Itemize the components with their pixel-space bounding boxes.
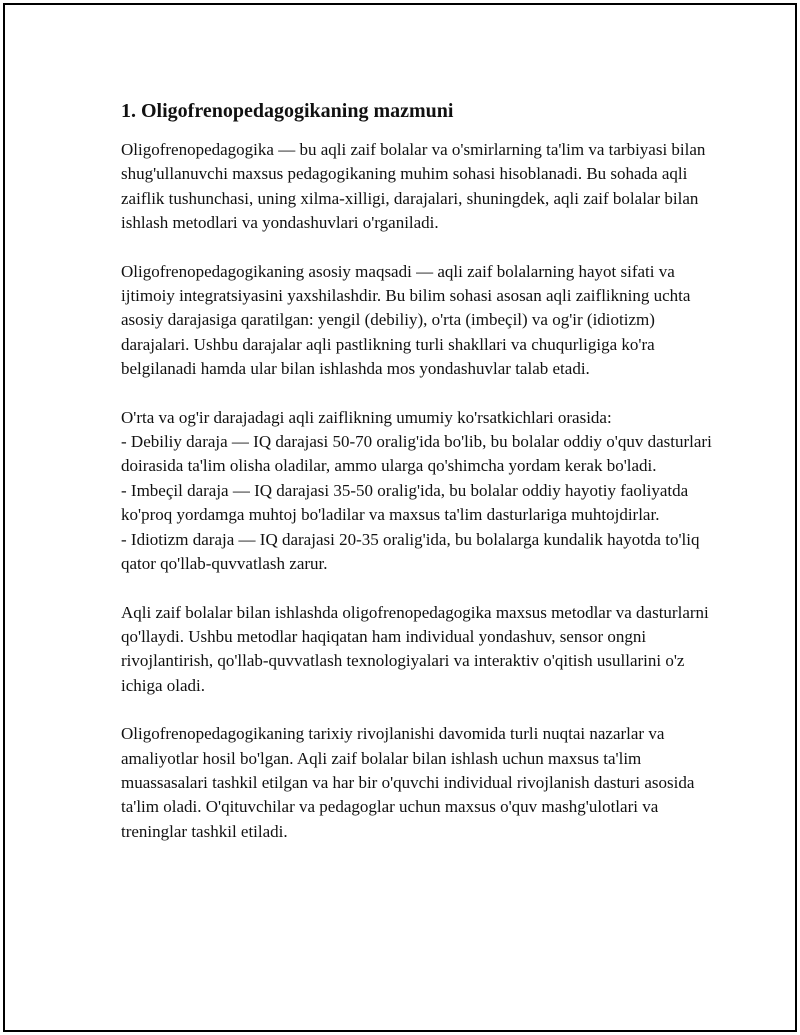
paragraph-levels — [121, 406, 721, 577]
levels-intro: O'rta va og'ir darajadagi aqli zaiflikning umumiy ko'rsatkichlari orasida: — [121, 407, 612, 427]
paragraph-definition: Oligofrenopedagogika — bu aqli zaif bolalar va o'smirlarning ta'lim va tarbiyasi bilan shug'ullanuvchi maxsus pedagogikaning muhim sohasi hisoblanadi. Bu sohada aqli zaiflik tushunchasi, uning xilma-xilligi, darajalari, shuningdek, aqli zaif bolalar bilan ishlash metodlari va yondashuvlari o'rganiladi. — [121, 140, 706, 233]
page-frame — [3, 3, 797, 1032]
level-item-debiliy: - Debiliy daraja — IQ darajasi 50-70 oralig'ida bo'lib, bu bolalar oddiy o'quv dasturlari doirasida ta'lim olisha oladilar, ammo ularga qo'shimcha yordam kerak bo'ladi. — [121, 432, 712, 476]
paragraph-goal: Oligofrenopedagogikaning asosiy maqsadi — aqli zaif bolalarning hayot sifati va ijtimoiy integratsiyasini yaxshilashdir. Bu bilim sohasi asosan aqli zaiflikning uchta asosiy darajasiga qaratilgan: yengil (debiliy), o'rta (imbeçil) va og'ir (idiotizm) darajalari. Ushbu darajalar aqli pastlikning turli shakllari va chuqurligiga ko'ra belgilanadi hamda ular bilan ishlashda mos yondashuvlar talab etadi. — [121, 261, 691, 379]
level-item-idiotizm: - Idiotizm daraja — IQ darajasi 20-35 oralig'ida, bu bolalarga kundalik hayotda to'liq qator qo'llab-quvvatlash zarur. — [121, 529, 700, 574]
document-body — [121, 97, 721, 868]
paragraph-methods: Aqli zaif bolalar bilan ishlashda oligofrenopedagogika maxsus metodlar va dasturlarni qo'llaydi. Ushbu metodlar haqiqatan ham individual yondashuv, sensor ongni rivojlantirish, qo'llab-quvvatlash texnologiyalari va interaktiv o'qitish usullarini o'z ichiga oladi. — [121, 602, 709, 695]
section-heading: 1. Oligofrenopedagogikaning mazmuni — [121, 100, 454, 122]
level-item-imbecil: - Imbeçil daraja — IQ darajasi 35-50 oralig'ida, bu bolalar oddiy hayotiy faoliyatda ko'proq yordamga muhtoj bo'ladilar va maxsus ta'lim dasturlariga muhtojdirlar. — [121, 480, 689, 525]
paragraph-history: Oligofrenopedagogikaning tarixiy rivojlanishi davomida turli nuqtai nazarlar va amaliyotlar hosil bo'lgan. Aqli zaif bolalar bilan ishlash uchun maxsus ta'lim muassasalari tashkil etilgan va har bir o'quvchi individual rivojlanish dasturi asosida ta'lim oladi. O'qituvchilar va pedagoglar uchun maxsus o'quv mashg'ulotlari va treninglar tashkil etiladi. — [121, 724, 695, 841]
